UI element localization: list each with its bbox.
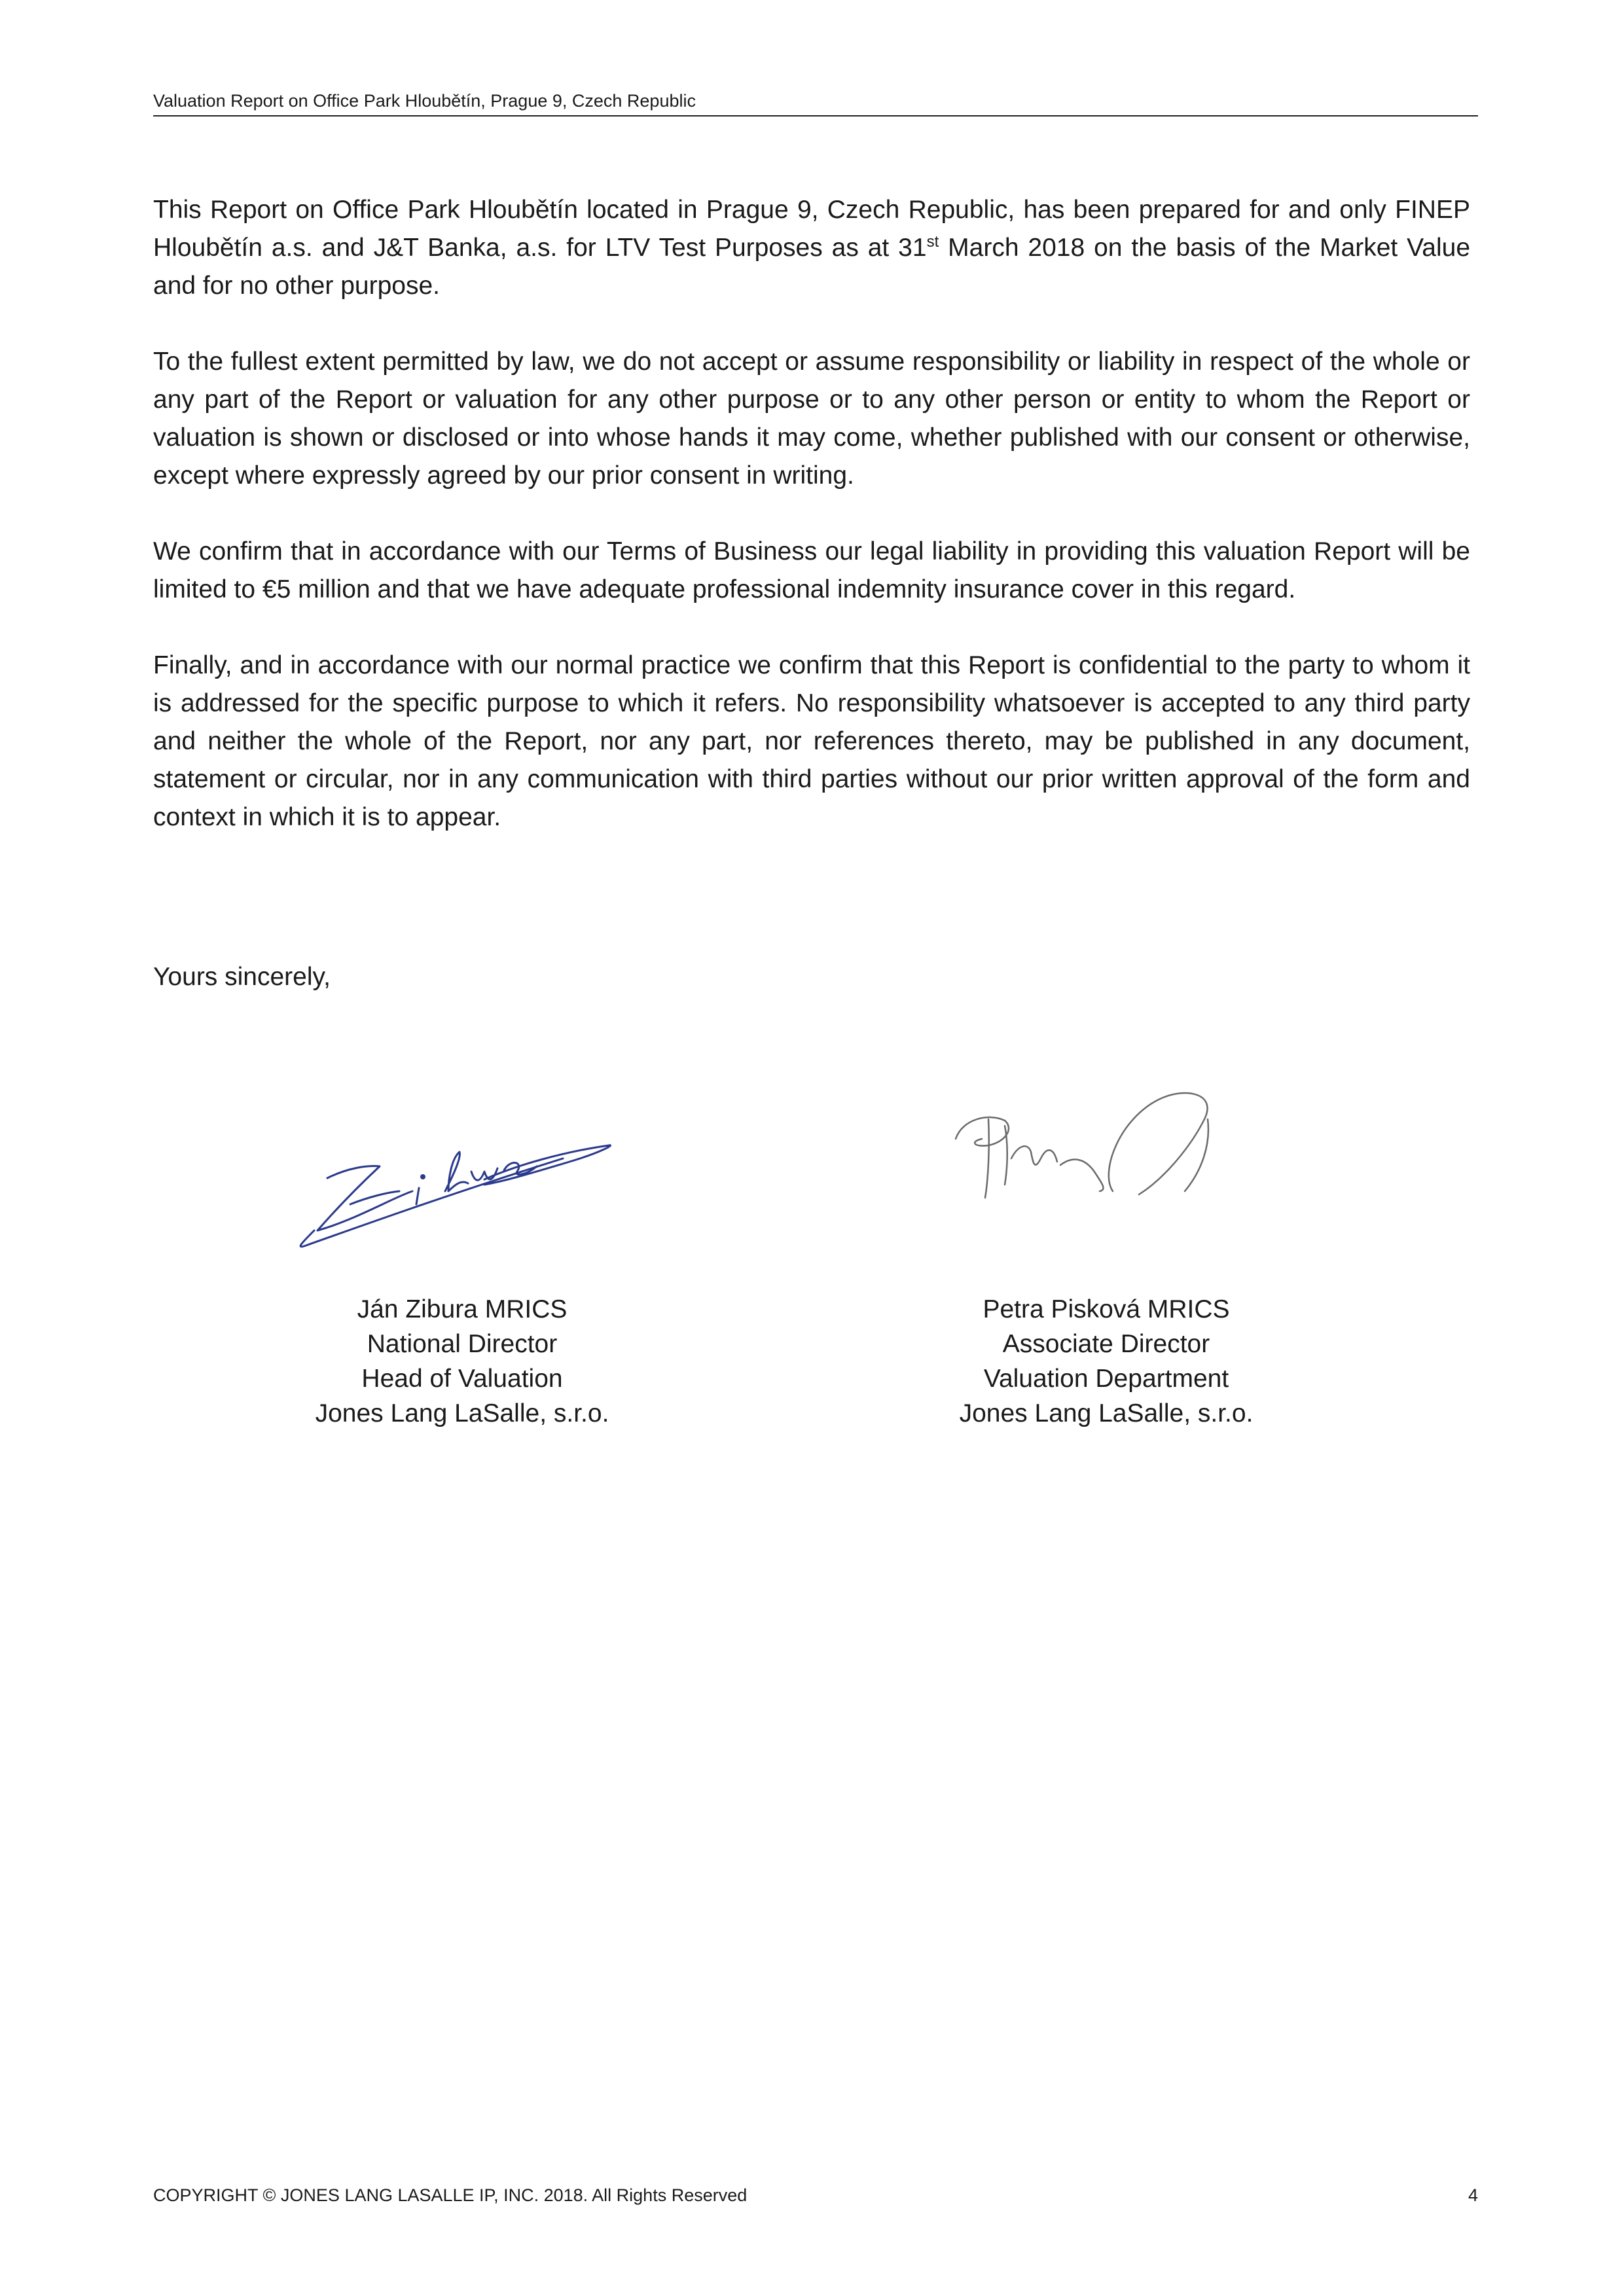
paragraph-liability-limit: We confirm that in accordance with our Terms of Business our legal liability in providing this valuation Report will be limited to €5 million and that we have adequate professional indemnity insurance cover in this regard. xyxy=(153,537,1470,603)
running-header xyxy=(153,86,1478,117)
closing-salutation: Yours sincerely, xyxy=(153,963,331,991)
page-footer xyxy=(153,2182,1478,2208)
signatory-company: Jones Lang LaSalle, s.r.o. xyxy=(959,1399,1254,1427)
paragraph-purpose xyxy=(153,191,1470,305)
signatory-company: Jones Lang LaSalle, s.r.o. xyxy=(315,1399,609,1427)
signature-petra-piskova xyxy=(943,1080,1257,1230)
signatory-department: Valuation Department xyxy=(983,1365,1229,1393)
signatory-block-left xyxy=(259,1292,665,1431)
signatory-department: Head of Valuation xyxy=(361,1365,563,1393)
report-title: Valuation Report on Office Park Hloubětín, Prague 9, Czech Republic xyxy=(153,91,696,111)
paragraph-liability-disclaimer: To the fullest extent permitted by law, we do not accept or assume responsibility or liability in respect of the whole or any part of the Report or valuation for any other purpose or to any other person or entity to whom the Report or valuation is shown or disclosed or into whose hands it may come, whether published with our consent or otherwise, except where expressly agreed by our prior consent in writing. xyxy=(153,348,1470,490)
signature-jan-zibura xyxy=(288,1106,628,1257)
signatory-name: Ján Zibura MRICS xyxy=(357,1295,568,1323)
paragraph-purpose-text: This Report on Office Park Hloubětín located in Prague 9, Czech Republic, has been prepared for and only FINEP Hloubětín a.s. and J&T Banka, a.s. for LTV Test Purposes as at 31 xyxy=(153,196,1470,262)
signatory-title: Associate Director xyxy=(1002,1330,1210,1358)
page-number: 4 xyxy=(1468,2185,1478,2205)
letter-body xyxy=(153,191,1470,874)
signatory-block-right xyxy=(903,1292,1309,1431)
paragraph-purpose-text-end: March 2018 on the basis of the Market Value and for no other purpose. xyxy=(153,234,1471,300)
paragraph-confidentiality: Finally, and in accordance with our normal practice we confirm that this Report is confidential to the party to whom it is addressed for the specific purpose to which it refers. No responsibility whatsoever is accepted to any third party and neither the whole of the Report, nor any part, nor references thereto, may be published in any document, statement or circular, nor in any communication with third parties without our prior written approval of the form and context in which it is to appear. xyxy=(153,651,1470,831)
signatory-name: Petra Pisková MRICS xyxy=(983,1295,1230,1323)
copyright-notice: COPYRIGHT © JONES LANG LASALLE IP, INC. 2018. All Rights Reserved xyxy=(153,2185,748,2205)
ordinal-suffix: st xyxy=(926,233,939,251)
signatory-title: National Director xyxy=(367,1330,558,1358)
